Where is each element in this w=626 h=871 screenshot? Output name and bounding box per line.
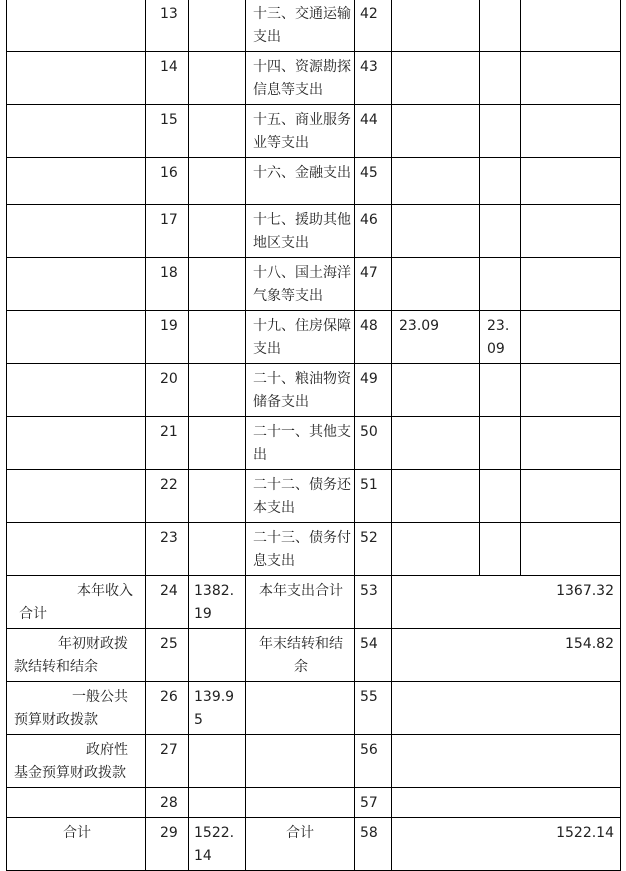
grand-total-expense-value: 1522.14 xyxy=(392,818,621,871)
expense-total xyxy=(392,205,480,258)
income-line-no: 15 xyxy=(146,105,189,158)
empty-cell xyxy=(246,788,355,818)
empty-cell xyxy=(392,682,621,735)
fund-budget-row xyxy=(7,735,621,788)
income-name-cell xyxy=(7,52,146,105)
expense-fund xyxy=(521,158,621,205)
table-row xyxy=(7,0,621,52)
income-line-no: 25 xyxy=(146,629,189,682)
expense-fund xyxy=(521,364,621,417)
income-line-no: 14 xyxy=(146,52,189,105)
fund-budget-label: 政府性基金预算财政拨款 xyxy=(7,735,146,788)
expense-line-no: 51 xyxy=(355,470,392,523)
general-budget-label: 一般公共预算财政拨款 xyxy=(7,682,146,735)
income-line-no: 13 xyxy=(146,0,189,52)
income-name-cell xyxy=(7,311,146,364)
income-name-cell xyxy=(7,258,146,311)
expense-item-name: 十三、交通运输支出 xyxy=(246,0,355,52)
expense-item-name: 二十一、其他支出 xyxy=(246,417,355,470)
income-line-no: 21 xyxy=(146,417,189,470)
expense-line-no: 49 xyxy=(355,364,392,417)
table-row xyxy=(7,105,621,158)
expense-general xyxy=(480,158,521,205)
expense-total xyxy=(392,364,480,417)
empty-cell xyxy=(7,788,146,818)
income-amount xyxy=(189,364,246,417)
income-line-no: 17 xyxy=(146,205,189,258)
empty-cell xyxy=(246,735,355,788)
expense-line-no: 43 xyxy=(355,52,392,105)
income-amount xyxy=(189,311,246,364)
carryover-label: 年初财政拨款结转和结余 xyxy=(7,629,146,682)
expense-fund xyxy=(521,205,621,258)
income-name-cell xyxy=(7,105,146,158)
budget-table xyxy=(6,0,621,871)
income-line-no: 16 xyxy=(146,158,189,205)
carryover-row xyxy=(7,629,621,682)
expense-line-no: 58 xyxy=(355,818,392,871)
expense-line-no: 56 xyxy=(355,735,392,788)
expense-fund xyxy=(521,523,621,576)
table-row xyxy=(7,311,621,364)
grand-total-income-value: 1522.14 xyxy=(189,818,246,871)
income-line-no: 19 xyxy=(146,311,189,364)
expense-fund xyxy=(521,0,621,52)
income-line-no: 20 xyxy=(146,364,189,417)
table-row xyxy=(7,205,621,258)
expense-line-no: 52 xyxy=(355,523,392,576)
income-line-no: 24 xyxy=(146,576,189,629)
income-amount xyxy=(189,417,246,470)
blank-row xyxy=(7,788,621,818)
expense-general xyxy=(480,470,521,523)
table-row xyxy=(7,52,621,105)
table-row xyxy=(7,258,621,311)
expense-line-no: 47 xyxy=(355,258,392,311)
income-amount xyxy=(189,105,246,158)
income-total-label: 本年收入合计 xyxy=(7,576,146,629)
income-amount xyxy=(189,205,246,258)
table-body xyxy=(7,0,621,871)
table-row xyxy=(7,158,621,205)
expense-general xyxy=(480,205,521,258)
expense-item-name: 二十、粮油物资储备支出 xyxy=(246,364,355,417)
expense-item-name: 十九、住房保障支出 xyxy=(246,311,355,364)
empty-cell xyxy=(392,735,621,788)
expense-line-no: 42 xyxy=(355,0,392,52)
expense-line-no: 48 xyxy=(355,311,392,364)
table-row xyxy=(7,364,621,417)
income-line-no: 27 xyxy=(146,735,189,788)
expense-total xyxy=(392,417,480,470)
fund-budget-value xyxy=(189,735,246,788)
year-end-carryover-label: 年末结转和结余 xyxy=(246,629,355,682)
expense-item-name: 十六、金融支出 xyxy=(246,158,355,205)
income-total-row xyxy=(7,576,621,629)
general-budget-row xyxy=(7,682,621,735)
expense-general xyxy=(480,258,521,311)
table-row xyxy=(7,523,621,576)
expense-general xyxy=(480,417,521,470)
expense-item-name: 二十三、债务付息支出 xyxy=(246,523,355,576)
income-line-no: 18 xyxy=(146,258,189,311)
expense-total xyxy=(392,105,480,158)
income-name-cell xyxy=(7,364,146,417)
expense-total xyxy=(392,523,480,576)
expense-general xyxy=(480,364,521,417)
expense-item-name: 十四、资源勘探信息等支出 xyxy=(246,52,355,105)
expense-item-name: 十五、商业服务业等支出 xyxy=(246,105,355,158)
expense-line-no: 55 xyxy=(355,682,392,735)
expense-item-name: 十七、援助其他地区支出 xyxy=(246,205,355,258)
year-end-carryover-value: 154.82 xyxy=(392,629,621,682)
expense-general xyxy=(480,0,521,52)
expense-total-label: 本年支出合计 xyxy=(246,576,355,629)
income-amount xyxy=(189,52,246,105)
expense-fund xyxy=(521,105,621,158)
expense-line-no: 45 xyxy=(355,158,392,205)
income-line-no: 29 xyxy=(146,818,189,871)
expense-line-no: 57 xyxy=(355,788,392,818)
expense-total xyxy=(392,52,480,105)
income-name-cell xyxy=(7,417,146,470)
income-name-cell xyxy=(7,205,146,258)
income-name-cell xyxy=(7,523,146,576)
expense-fund xyxy=(521,311,621,364)
expense-line-no: 46 xyxy=(355,205,392,258)
general-budget-value: 139.95 xyxy=(189,682,246,735)
expense-fund xyxy=(521,470,621,523)
grand-total-expense-label: 合计 xyxy=(246,818,355,871)
expense-line-no: 50 xyxy=(355,417,392,470)
expense-general xyxy=(480,523,521,576)
expense-total: 23.09 xyxy=(392,311,480,364)
expense-total xyxy=(392,0,480,52)
income-amount xyxy=(189,0,246,52)
income-name-cell xyxy=(7,0,146,52)
income-name-cell xyxy=(7,158,146,205)
expense-total-value: 1367.32 xyxy=(392,576,621,629)
income-name-cell xyxy=(7,470,146,523)
expense-line-no: 54 xyxy=(355,629,392,682)
income-amount xyxy=(189,258,246,311)
carryover-value xyxy=(189,629,246,682)
empty-cell xyxy=(392,788,621,818)
expense-fund xyxy=(521,52,621,105)
expense-total xyxy=(392,470,480,523)
empty-cell xyxy=(246,682,355,735)
expense-total xyxy=(392,258,480,311)
expense-fund xyxy=(521,258,621,311)
income-amount xyxy=(189,523,246,576)
grand-total-label: 合计 xyxy=(7,818,146,871)
expense-line-no: 44 xyxy=(355,105,392,158)
expense-item-name: 十八、国土海洋气象等支出 xyxy=(246,258,355,311)
expense-general: 23.09 xyxy=(480,311,521,364)
income-line-no: 22 xyxy=(146,470,189,523)
table-row xyxy=(7,417,621,470)
income-line-no: 28 xyxy=(146,788,189,818)
expense-general xyxy=(480,52,521,105)
income-amount xyxy=(189,158,246,205)
expense-total xyxy=(392,158,480,205)
income-total-value: 1382.19 xyxy=(189,576,246,629)
grand-total-row xyxy=(7,818,621,871)
empty-cell xyxy=(189,788,246,818)
income-amount xyxy=(189,470,246,523)
expense-line-no: 53 xyxy=(355,576,392,629)
income-line-no: 23 xyxy=(146,523,189,576)
table-row xyxy=(7,470,621,523)
expense-general xyxy=(480,105,521,158)
expense-fund xyxy=(521,417,621,470)
income-line-no: 26 xyxy=(146,682,189,735)
expense-item-name: 二十二、债务还本支出 xyxy=(246,470,355,523)
